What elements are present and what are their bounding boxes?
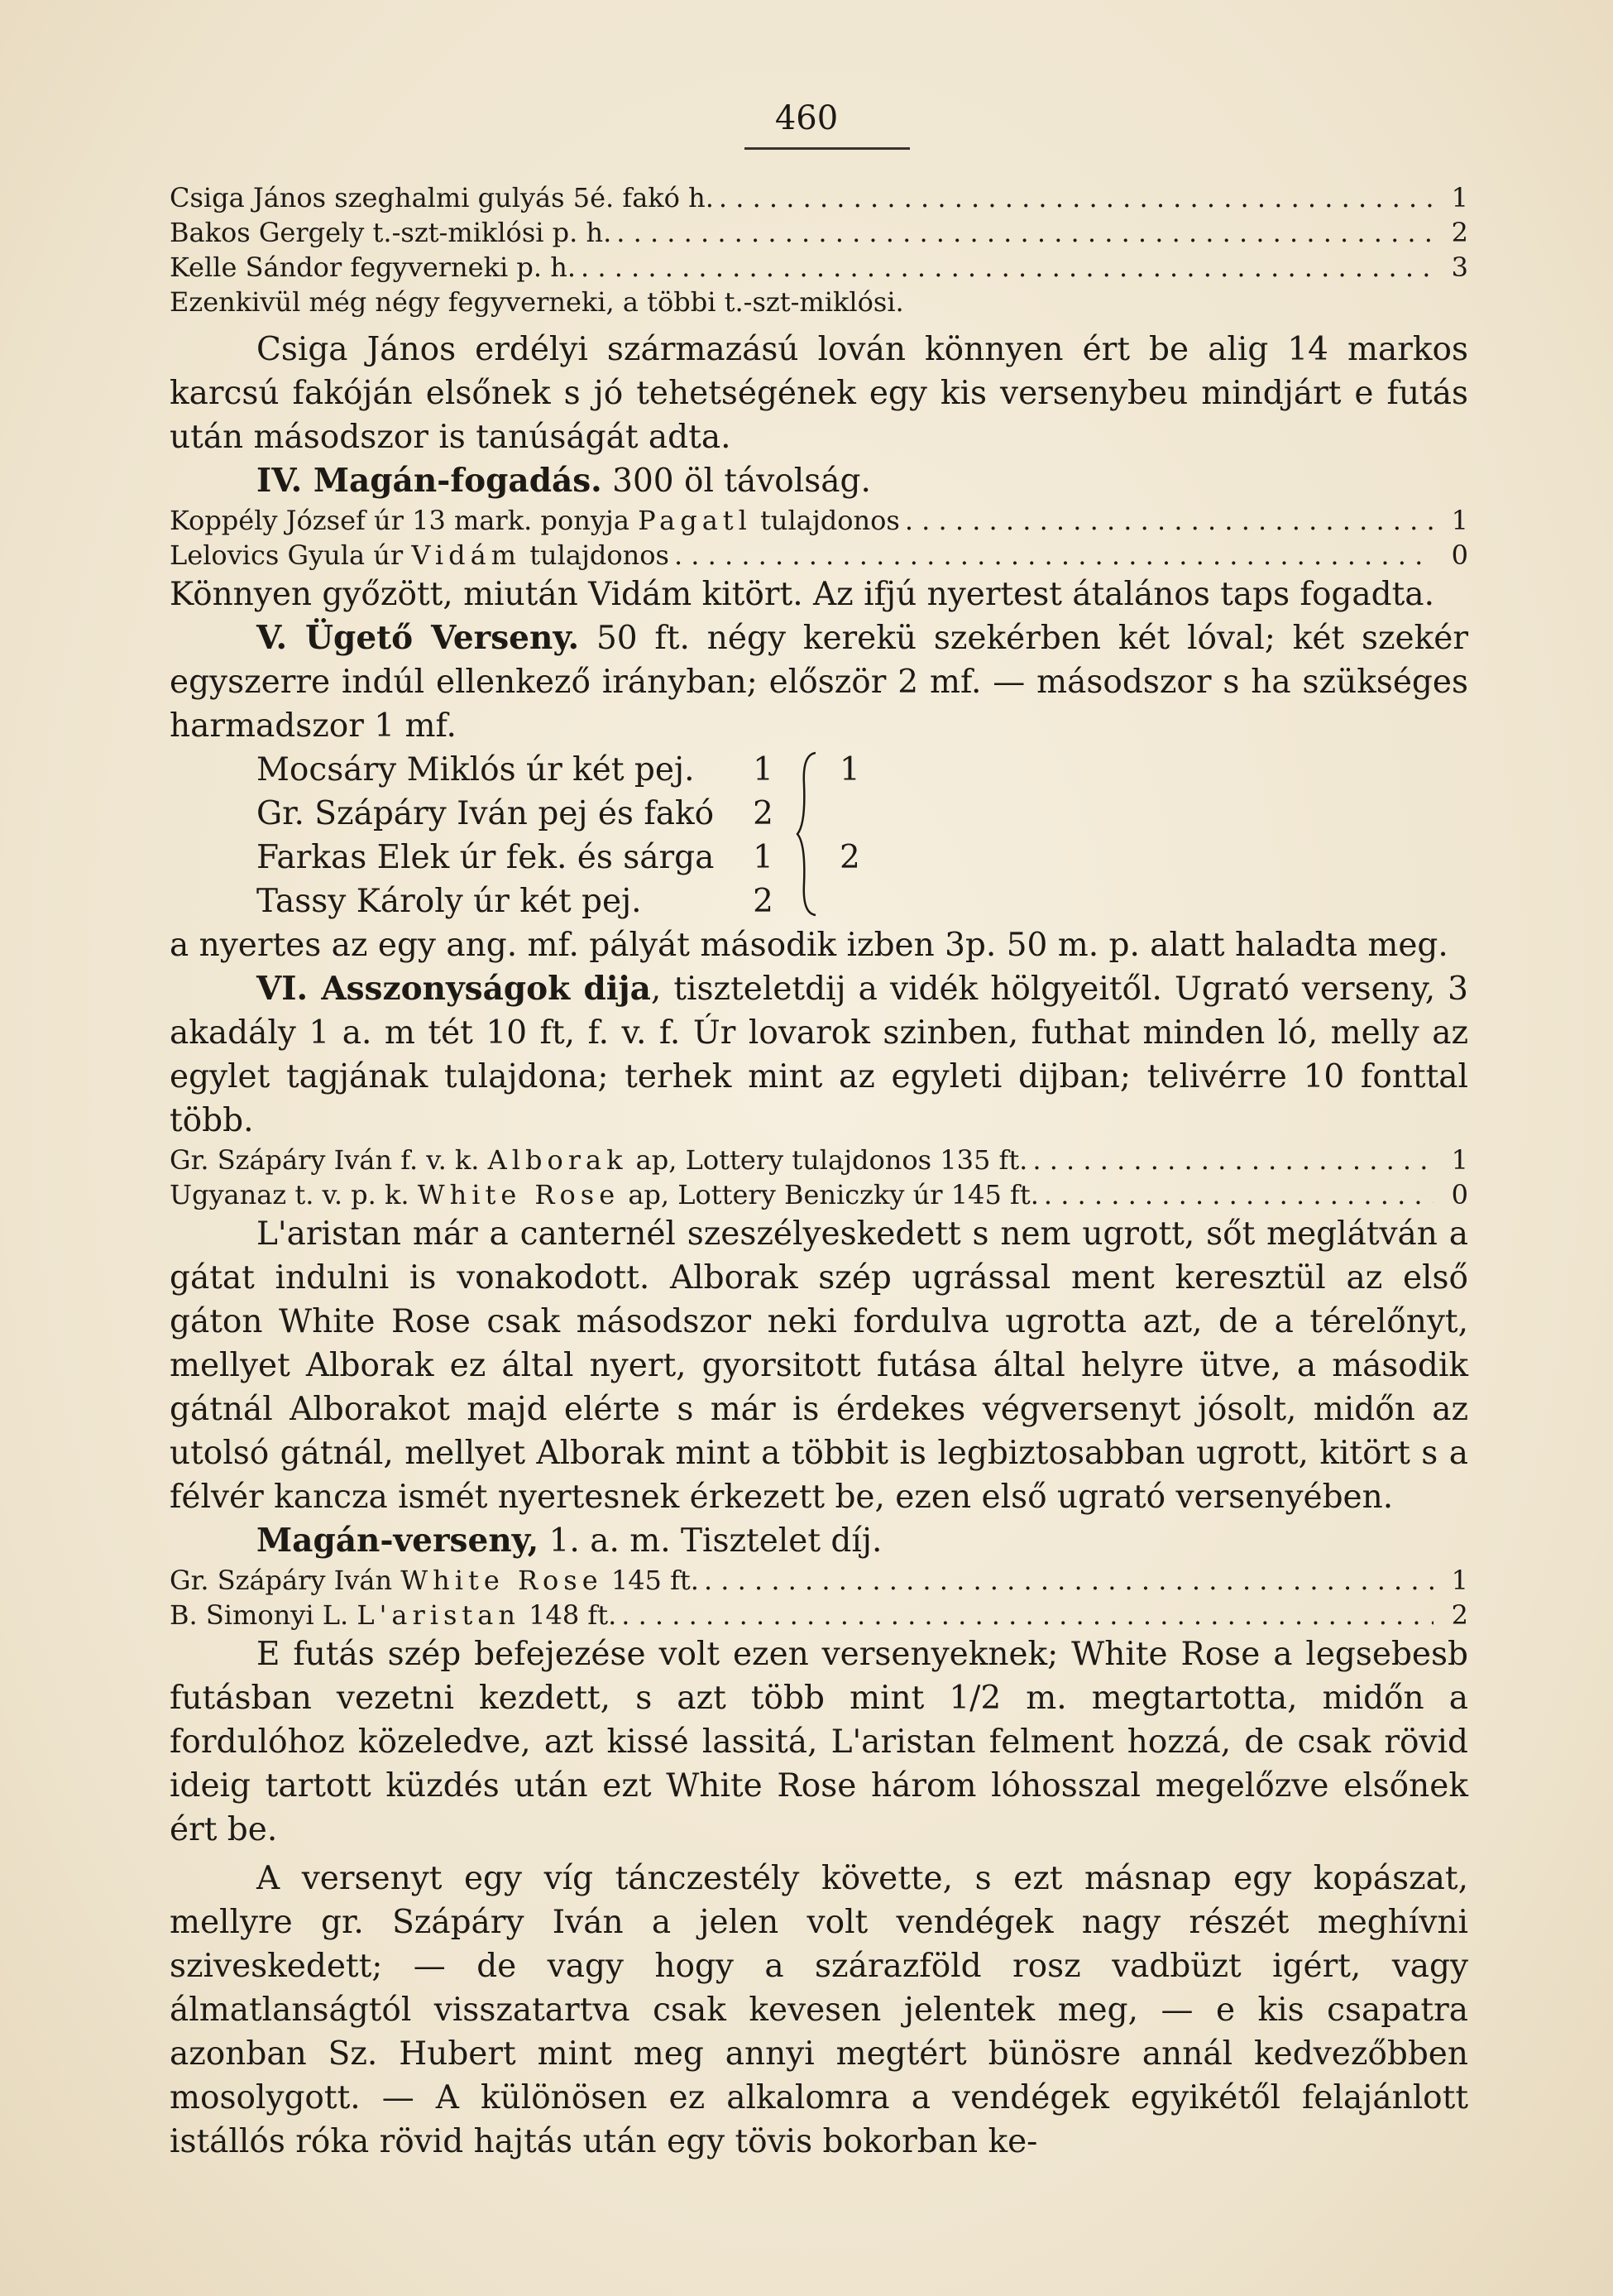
result-name: Ugyanaz t. v. p. k. White Rose ap, Lottery Beniczky úr 145 ft. [170, 1179, 1039, 1210]
result-row [170, 180, 1468, 215]
private-race-summary: E futás szép befejezése volt ezen versenyeknek; White Rose a legsebesb futásban vezetni kezdett, s azt több mint 1/2 m. megtartotta, midőn a fordulóhoz közeledve, azt kissé lassitá, L'aristan felment hozzá, de csak rövid ideig tartott küzdés után ezt White Rose három lóhosszal megelőzve elsőnek ért be. [170, 1636, 1468, 1848]
race3-results [170, 180, 1468, 319]
horse-name: Vidám [411, 539, 522, 571]
trot-row: Tassy Károly úr két pej. [256, 883, 642, 920]
race4-heading-line [170, 459, 1468, 503]
final-paragraph: A versenyt egy víg tánczestély követte, s ezt másnap egy kopászat, mellyre gr. Szápáry Iván a jelen volt vendégek nagy részét meghívni sziveskedett; — de vagy hogy a szárazföld rosz vadbüzt igért, vagy álmatlanságtól visszatartva csak kevesen jelentek meg, — e kis csapatra azonban Sz. Hubert mint meg annyi megtért bünösre annál kedvezőbben mosolygott. — A különösen ez alkalomra a vendégek egyikétől felajánlott istállós róka rövid hajtás után egy tövis bokorban ke- [170, 1860, 1468, 2160]
trot-row: Farkas Elek úr fek. és sárga [256, 839, 715, 876]
race5-heading: V. Ügető Verseny. [256, 619, 580, 657]
private-race-prize: 1. a. m. Tisztelet díj. [538, 1522, 883, 1560]
leader-dots [581, 250, 1434, 285]
horse-name: White Rose [400, 1565, 603, 1596]
private-race-heading: Magán-verseny, [256, 1522, 539, 1560]
leader-dots [674, 538, 1434, 573]
trot-points: 1 [753, 751, 773, 789]
result-row [170, 215, 1468, 250]
race4-summary: Könnyen győzött, miután Vidám kitört. Az ifjú nyertest átalános taps fogadta. [170, 576, 1434, 613]
result-row [170, 1563, 1468, 1598]
trot-row: Mocsáry Miklós úr két pej. [256, 751, 695, 789]
result-row [170, 1598, 1468, 1632]
result-name: Gr. Szápáry Iván White Rose 145 ft. [170, 1565, 699, 1596]
result-rank: 1 [1451, 1565, 1468, 1596]
result-rank: 0 [1451, 539, 1468, 571]
trot-points: 2 [753, 795, 773, 832]
trot-points: 2 [753, 883, 773, 920]
leader-dots [704, 1563, 1434, 1598]
result-row [170, 250, 1468, 285]
private-race-heading-line [170, 1519, 1468, 1563]
page-number: 460 [774, 99, 839, 137]
race6-heading: VI. Asszonyságok dija [256, 970, 651, 1008]
trot-result-bottom: 2 [840, 839, 860, 876]
horse-name: White Rose [417, 1179, 620, 1210]
leader-dots [616, 215, 1434, 250]
result-rank: 1 [1451, 1144, 1468, 1176]
result-name: B. Simonyi L. L'aristan 148 ft. [170, 1599, 617, 1631]
result-name: Gr. Szápáry Iván f. v. k. Alborak ap, Lottery tulajdonos 135 ft. [170, 1144, 1028, 1176]
header-rule [744, 147, 910, 150]
result-rank: 1 [1451, 505, 1468, 536]
page-content [170, 180, 1468, 2164]
paragraph-csiga: Csiga János erdélyi származású lován könnyen ért be alig 14 markos karcsú fakóján elsőnek s jó tehetségének egy kis versenybeu mindjárt e futás után másodszor is tanúságát adta. [170, 331, 1468, 456]
race4-results [170, 503, 1468, 573]
brace-icon [794, 751, 822, 917]
result-rank: 3 [1451, 252, 1468, 283]
result-name: Lelovics Gyula úr Vidám tulajdonos [170, 539, 669, 571]
race5-text: 50 ft. négy kerekü szekérben két lóval; két szekér egyszerre indúl ellenkező irányban; először 2 mf. — másodszor s ha szükséges harmadszor 1 mf. [170, 620, 1468, 745]
race6-summary: L'aristan már a canternél szeszélyeskedett s nem ugrott, sőt meglátván a gátat indulni is vonakodott. Alborak szép ugrással ment keresztül az első gáton White Rose csak másodszor neki fordulva ugrotta azt, de a térelőnyt, mellyet Alborak ez által nyert, gyorsitott futása által helyre ütve, a második gátnál Alborakot majd elérte s már is érdekes végversenyt jósolt, midőn az utolsó gátnál, mellyet Alborak mint a többit is legbiztosabban ugrott, kitört s a félvér kancza ismét nyertesnek érkezett be, ezen első ugrató versenyében. [170, 1215, 1468, 1516]
leader-dots [1044, 1177, 1434, 1212]
result-row [170, 538, 1468, 573]
horse-name: Alborak [487, 1144, 628, 1176]
result-note: Ezenkivül még négy fegyverneki, a többi t.-szt-miklósi. [170, 286, 904, 318]
race6-text: , tiszteletdij a vidék hölgyeitől. Ugrató verseny, 3 akadály 1 a. m tét 10 ft, f. v. f. Úr lovarok szinben, futhat minden ló, melly az egylet tagjának tulajdona; terhek mint az egyleti dijban; telivérre 10 fonttal több. [170, 971, 1468, 1139]
race6-paragraph [170, 967, 1468, 1143]
result-rank: 2 [1451, 1599, 1468, 1631]
race4-heading: IV. Magán-fogadás. [256, 462, 602, 500]
race5-table [170, 748, 1468, 923]
trot-points: 1 [753, 839, 773, 876]
trot-row: Gr. Szápáry Iván pej és fakó [256, 795, 715, 832]
leader-dots [719, 180, 1434, 215]
race5-summary: a nyertes az egy ang. mf. pályát második izben 3p. 50 m. p. alatt haladta meg. [170, 927, 1448, 964]
leader-dots [621, 1598, 1434, 1632]
result-row [170, 503, 1468, 538]
result-rank: 0 [1451, 1179, 1468, 1210]
result-name: Csiga János szeghalmi gulyás 5é. fakó h. [170, 182, 714, 213]
horse-name: Pagatl [638, 505, 752, 536]
horse-name: L'aristan [357, 1599, 520, 1631]
race5-paragraph [170, 616, 1468, 748]
result-name: Bakos Gergely t.-szt-miklósi p. h. [170, 217, 612, 248]
result-name: Kelle Sándor fegyverneki p. h. [170, 252, 576, 283]
private-race-results [170, 1563, 1468, 1632]
leader-dots [1032, 1143, 1434, 1177]
result-rank: 2 [1451, 217, 1468, 248]
result-name: Koppély József úr 13 mark. ponyja Pagatl tulajdonos [170, 505, 900, 536]
result-row [170, 1177, 1468, 1212]
result-row [170, 1143, 1468, 1177]
trot-result-top: 1 [840, 751, 860, 789]
race4-distance: 300 öl távolság. [601, 463, 871, 500]
race6-results [170, 1143, 1468, 1212]
result-rank: 1 [1451, 182, 1468, 213]
leader-dots [905, 503, 1434, 538]
